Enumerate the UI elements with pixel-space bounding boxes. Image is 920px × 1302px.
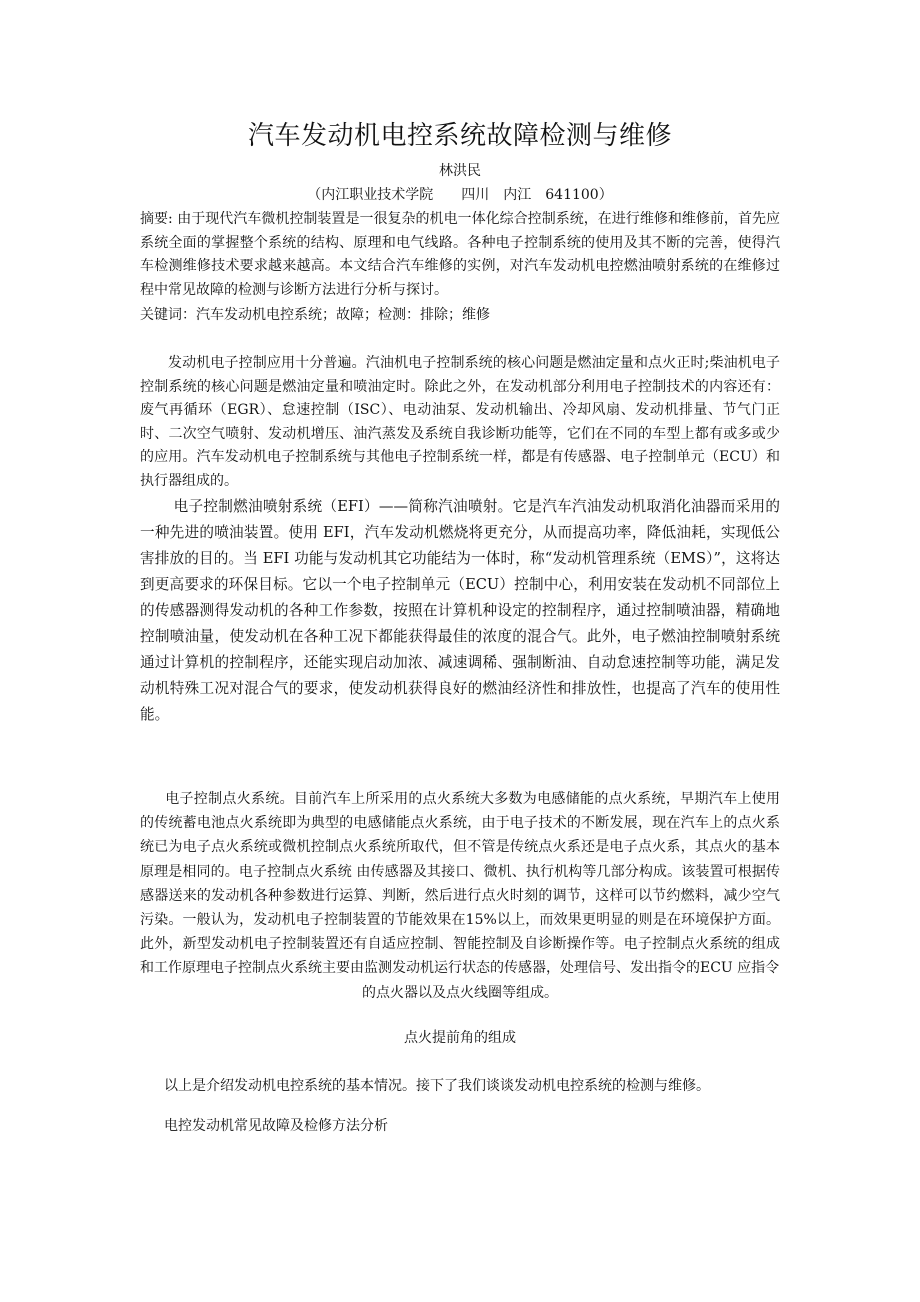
author-name: 林洪民 bbox=[439, 163, 481, 179]
ignition-paragraph-tail: 的点火器以及点火线圈等组成。 bbox=[362, 984, 558, 1001]
ignition-paragraph-text: 电子控制点火系统。目前汽车上所采用的点火系统大多数为电感储能的点火系统，早期汽车上使用的传统蓄电池点火系统即为典型的电感储能点火系统，由于电子技术的不断发展，现在汽车上的点火系统已为电子点火系统或微机控制点火系统所取代，但不管是传统点火系还是电子点火系，其点火的基本原理是相同的。电子控制点火系统 由传感器及其接口、微机、执行机构等几部分构成。该装置可根据传感器送来的发动机各种参数进行运算、判断，然后进行点火时刻的调节，这样可以节约燃料，减少空气污染。一般认为，发动机电子控制装置的节能效果在15%以上，而效果更明显的则是在环境保护方面。此外，新型发动机电子控制装置还有自适应控制、智能控制及自诊断操作等。电子控制点火系统的组成和工作原理电子控制点火系统主要由监测发动机运行状态的传感器，处理信号、发出指令的ECU 应指令 bbox=[140, 791, 780, 977]
summary-paragraph: 以上是介绍发动机电控系统的基本情况。接下了我们谈谈发动机电控系统的检测与维修。 bbox=[164, 1078, 710, 1094]
body-paragraph-efi: 电子控制燃油喷射系统（EFI）——简称汽油喷射。它是汽车汽油发动机取消化油器而采用的一种先进的喷油装置。使用 EFI，汽车发动机燃烧将更充分，从而提高功率，降低油耗，实现低公害排放的目的。当 EFI 功能与发动机其它功能结为一体时，称“发动机管理系统（EMS）”，这将达到更高要求的环保目标。它以一个电子控制单元（ECU）控制中心，利用安装在发动机不同部位上的传感器测得发动机的各种工作参数，按照在计算机种设定的控制程序，通过控制喷油器，精确地控制喷油量，使发动机在各种工况下都能获得最佳的浓度的混合气。此外，电子燃油控制喷射系统通过计算机的控制程序，还能实现启动加浓、减速调稀、强制断油、自动怠速控制等功能，满足发动机特殊工况对混合气的要求，使发动机获得良好的燃油经济性和排放性，也提高了汽车的使用性能。 bbox=[140, 498, 780, 723]
keywords-line: 关键词：汽车发动机电控系统；故障；检测：排除；维修 bbox=[140, 307, 490, 323]
figure-caption: 点火提前角的组成 bbox=[404, 1030, 516, 1046]
section-heading: 电控发动机常见故障及检修方法分析 bbox=[164, 1118, 388, 1134]
body-paragraph-intro: 发动机电子控制应用十分普遍。汽油机电子控制系统的核心问题是燃油定量和点火正时;柴油机电子控制系统的核心问题是燃油定量和喷油定时。除此之外，在发动机部分利用电子控制技术的内容还有：废气再循环（EGR）、怠速控制（ISC）、电动油泵、发动机输出、冷却风扇、发动机排量、节气门正时、二次空气喷射、发动机增压、油汽蒸发及系统自我诊断功能等，它们在不同的车型上都有或多或少的应用。汽车发动机电子控制系统与其他电子控制系统一样，都是有传感器、电子控制单元（ECU）和执行器组成的。 bbox=[140, 355, 780, 489]
abstract-paragraph: 摘要: 由于现代汽车微机控制装置是一很复杂的机电一体化综合控制系统，在进行维修和维修前，首先应系统全面的掌握整个系统的结构、原理和电气线路。各种电子控制系统的使用及其不断的完善，使得汽车检测维修技术要求越来越高。本文结合汽车维修的实例，对汽车发动机电控燃油喷射系统的在维修过程中常见故障的检测与诊断方法进行分析与探讨。 bbox=[140, 211, 780, 298]
paper-title: 汽车发动机电控系统故障检测与维修 bbox=[247, 121, 672, 151]
author-affiliation: （内江职业技术学院 四川 内江 641100） bbox=[307, 187, 613, 203]
body-paragraph-ignition bbox=[140, 787, 780, 1005]
